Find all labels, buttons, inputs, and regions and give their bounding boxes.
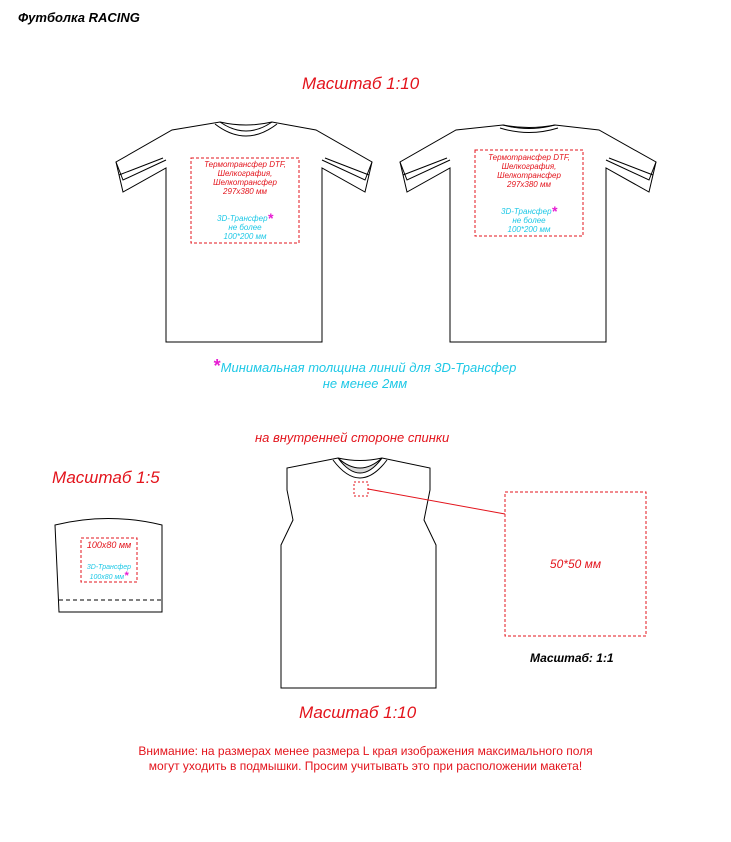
tshirt-inner-back <box>281 458 436 688</box>
front-star-icon: * <box>267 210 273 226</box>
scale-label-sleeve: Масштаб 1:5 <box>52 468 160 487</box>
back-3d-line1: 3D-Трансфер <box>501 207 552 216</box>
front-3d-line2: не более <box>228 223 262 232</box>
sleeve-star-icon: * <box>124 570 129 582</box>
front-print-zone-label: Термотрансфер DTF, Шелкография, Шелкотрансфер 297х380 мм <box>204 160 286 196</box>
scale-label-front-back: Масштаб 1:10 <box>302 74 420 93</box>
note-3d <box>190 358 540 392</box>
sleeve-3d-line2: 100х80 мм <box>89 574 125 581</box>
sleeve-3d-zone-label <box>79 563 139 582</box>
front-3d-line3: 100*200 мм <box>223 232 267 241</box>
page-title: Футболка RACING <box>18 10 140 25</box>
sleeve-zone-label: 100х80 мм <box>86 540 132 550</box>
front-3d-line1: 3D-Трансфер <box>217 214 268 223</box>
note-star-icon: * <box>213 356 221 376</box>
detail-zone-label: 50*50 мм <box>549 557 602 571</box>
back-3d-line2: не более <box>512 216 546 225</box>
note-3d-line2: не менее 2мм <box>322 376 408 391</box>
front-3d-zone-label <box>191 212 299 241</box>
inner-back-label: на внутренней стороне спинки <box>255 430 450 445</box>
sleeve-3d-line1: 3D-Трансфер <box>86 564 132 571</box>
scale-label-detail: Масштаб: 1:1 <box>530 651 614 665</box>
back-3d-line3: 100*200 мм <box>507 225 551 234</box>
back-print-zone-label: Термотрансфер DTF, Шелкография, Шелкотрансфер 297х380 мм <box>488 153 570 189</box>
back-star-icon: * <box>551 203 557 219</box>
scale-label-inner-back: Масштаб 1:10 <box>299 703 417 722</box>
note-3d-line1: Минимальная толщина линий для 3D-Трансфер <box>220 360 517 375</box>
warning-line1: Внимание: на размерах менее размера L края изображения максимального поля <box>138 744 593 758</box>
warning-note <box>60 744 671 774</box>
warning-line2: могут уходить в подмышки. Просим учитывать это при расположении макета! <box>148 759 583 773</box>
back-3d-zone-label <box>475 205 583 234</box>
